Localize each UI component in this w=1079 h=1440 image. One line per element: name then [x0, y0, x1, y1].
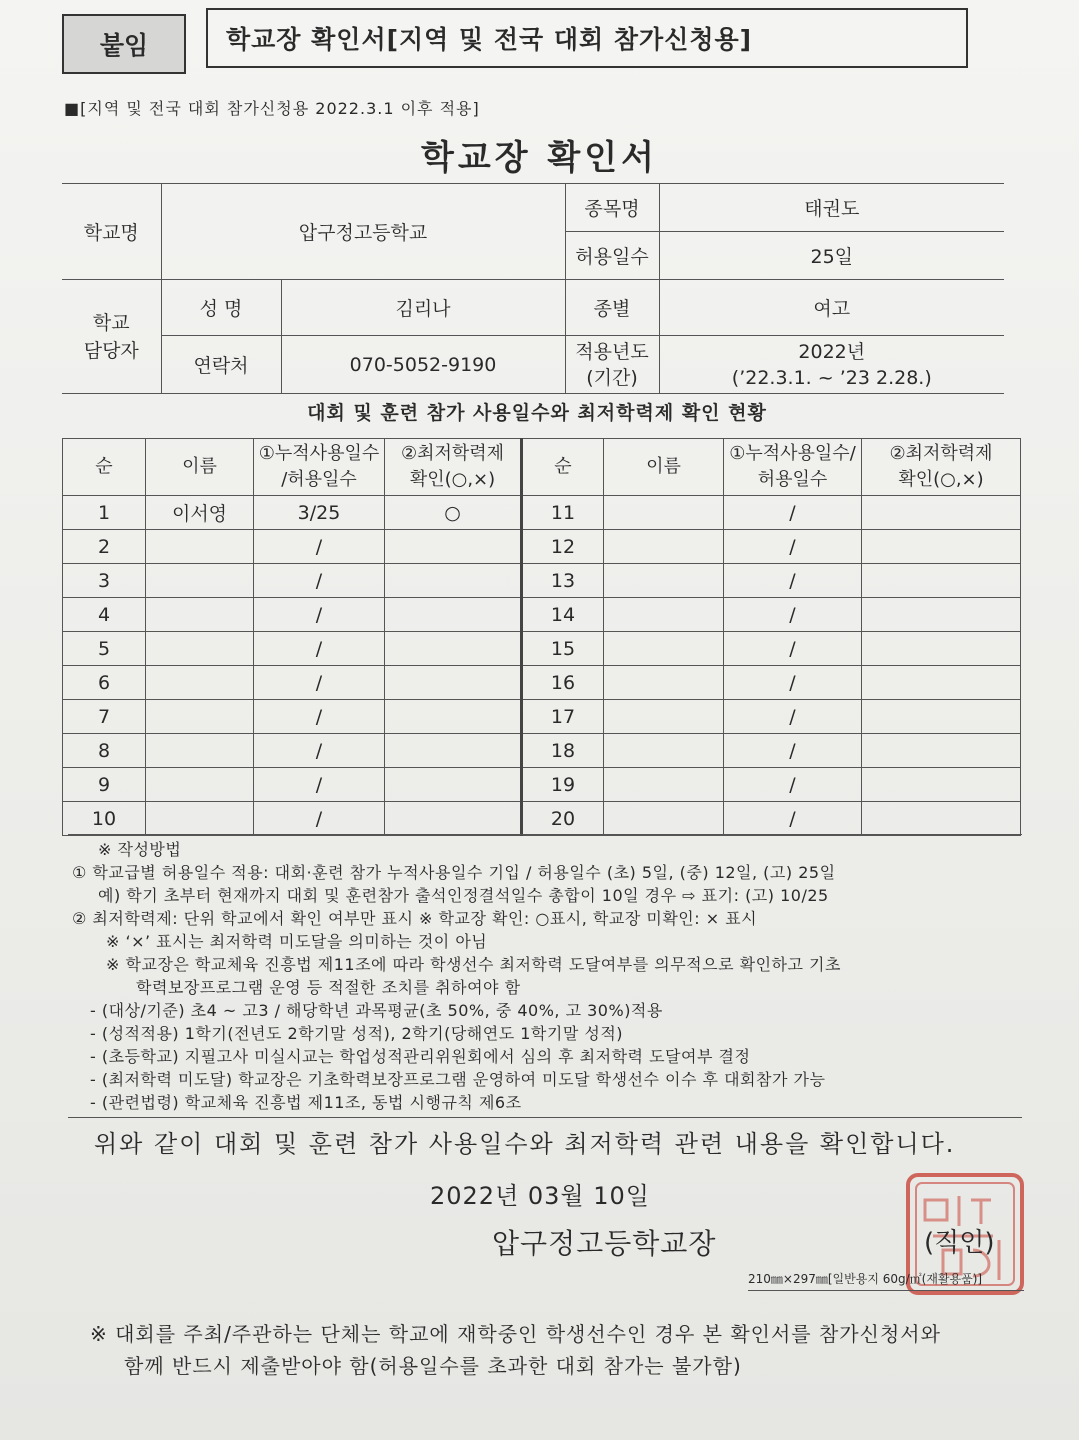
table-row — [63, 768, 1021, 802]
roster-title: 대회 및 훈련 참가 사용일수와 최저학력제 확인 현황 — [307, 402, 767, 424]
roster-no-cell: 11 — [522, 496, 604, 530]
roster-check-cell — [862, 700, 1021, 734]
roster-no-cell: 5 — [63, 632, 146, 666]
note-line: - (관련법령) 학교체육 진흥법 제11조, 동법 시행규칙 제6조 — [90, 1093, 522, 1112]
roster-no-cell: 19 — [522, 768, 604, 802]
footnote — [90, 1318, 941, 1382]
roster-name-cell — [146, 666, 254, 700]
note-line: ※ ‘×’ 표시는 최저학력 미도달을 의미하는 것이 아님 — [106, 932, 488, 951]
notes-bottom-rule — [68, 1117, 1022, 1118]
notes-top-rule — [68, 834, 1022, 835]
roster-name-cell — [604, 700, 724, 734]
applicability-note: ■[지역 및 전국 대회 참가신청용 2022.3.1 이후 적용] — [64, 99, 480, 118]
roster-days-cell: 3/25 — [254, 496, 385, 530]
roster-days-cell: / — [724, 768, 862, 802]
roster-name-cell — [146, 700, 254, 734]
manager-label: 학교 담당자 — [62, 280, 161, 394]
table-row — [63, 632, 1021, 666]
footnote-line: ※ 대회를 주최/주관하는 단체는 학교에 재학중인 학생선수인 경우 본 확인서를 참가신청서와 — [90, 1322, 941, 1346]
table-row — [63, 530, 1021, 564]
col-name-right: 이름 — [604, 439, 724, 496]
note-line: - (대상/기준) 초4 ~ 고3 / 해당학년 과목평균(초 50%, 중 40%, 고 30%)적용 — [90, 1001, 663, 1020]
roster-days-cell: / — [724, 632, 862, 666]
roster-no-cell: 9 — [63, 768, 146, 802]
school-info-table — [62, 183, 1004, 394]
year-cell — [659, 336, 1004, 394]
roster-days-cell: / — [724, 802, 862, 836]
roster-check-cell — [862, 496, 1021, 530]
notes-heading: ※ 작성방법 — [98, 840, 182, 859]
roster-no-cell: 12 — [522, 530, 604, 564]
name-label: 성 명 — [161, 280, 281, 336]
note-line: 예) 학기 초부터 현재까지 대회 및 훈련참가 출석인정결석일수 총합이 10일 경우 ⇨ 표기: (고) 10/25 — [98, 886, 829, 905]
roster-days-cell: / — [254, 802, 385, 836]
roster-name-cell — [146, 530, 254, 564]
roster-days-cell: / — [254, 564, 385, 598]
roster-no-cell: 15 — [522, 632, 604, 666]
page-title: 학교장 확인서 — [421, 138, 658, 178]
school-label: 학교명 — [62, 184, 161, 280]
roster-days-cell: / — [724, 598, 862, 632]
roster-check-cell — [385, 530, 522, 564]
roster-name-cell — [146, 564, 254, 598]
roster-no-cell: 4 — [63, 598, 146, 632]
roster-no-cell: 8 — [63, 734, 146, 768]
note-line: ① 학교급별 허용일수 적용: 대회·훈련 참가 누적사용일수 기입 / 허용일수 (초) 5일, (중) 12일, (고) 25일 — [72, 863, 836, 882]
roster-days-cell: / — [254, 768, 385, 802]
roster-name-cell — [146, 734, 254, 768]
roster-check-cell: ○ — [385, 496, 522, 530]
roster-no-cell: 16 — [522, 666, 604, 700]
roster-no-cell: 3 — [63, 564, 146, 598]
contact-label: 연락처 — [161, 336, 281, 394]
roster-name-cell — [604, 496, 724, 530]
school-value: 압구정고등학교 — [161, 184, 565, 280]
roster-check-cell — [385, 666, 522, 700]
roster-no-cell: 20 — [522, 802, 604, 836]
roster-name-cell — [604, 564, 724, 598]
roster-check-cell — [862, 530, 1021, 564]
roster-check-cell — [862, 802, 1021, 836]
roster-days-cell: / — [254, 700, 385, 734]
roster-days-cell: / — [724, 666, 862, 700]
roster-days-cell: / — [254, 632, 385, 666]
sport-label: 종목명 — [565, 184, 659, 232]
roster-check-cell — [862, 632, 1021, 666]
roster-check-cell — [385, 802, 522, 836]
roster-name-cell — [604, 768, 724, 802]
category-label: 종별 — [565, 280, 659, 336]
roster-check-cell — [385, 564, 522, 598]
roster-name-cell — [146, 632, 254, 666]
year-value: 2022년 — [798, 340, 866, 363]
table-row — [63, 802, 1021, 836]
roster-check-cell — [385, 700, 522, 734]
col-no-right: 순 — [522, 439, 604, 496]
roster-header-row — [63, 439, 1021, 496]
col-check: ②최저학력제 확인(○,×) — [385, 439, 522, 496]
col-check-right: ②최저학력제 확인(○,×) — [862, 439, 1021, 496]
col-no: 순 — [63, 439, 146, 496]
roster-no-cell: 10 — [63, 802, 146, 836]
col-days-right: ①누적사용일수/ 허용일수 — [724, 439, 862, 496]
roster-no-cell: 6 — [63, 666, 146, 700]
footnote-line: 함께 반드시 제출받아야 함(허용일수를 초과한 대회 참가는 불가함) — [124, 1354, 742, 1378]
principal-name: 압구정고등학교장 — [492, 1227, 717, 1260]
roster-no-cell: 7 — [63, 700, 146, 734]
roster-days-cell: / — [724, 496, 862, 530]
spec-rule — [748, 1290, 1024, 1291]
roster-name-cell — [604, 734, 724, 768]
table-row — [63, 496, 1021, 530]
roster-check-cell — [385, 734, 522, 768]
paper-spec: 210㎜×297㎜[일반용지 60g/㎡(재활용품)] — [748, 1272, 983, 1286]
category-value: 여고 — [659, 280, 1004, 336]
note-line: - (초등학교) 지필고사 미실시교는 학업성적관리위원회에서 심의 후 최저학력 도달여부 결정 — [90, 1047, 751, 1066]
roster-name-cell — [146, 768, 254, 802]
form-title: 학교장 확인서[지역 및 전국 대회 참가신청용] — [206, 8, 968, 68]
roster-check-cell — [862, 564, 1021, 598]
col-name: 이름 — [146, 439, 254, 496]
roster-name-cell — [604, 666, 724, 700]
roster-name-cell — [604, 598, 724, 632]
roster-name-cell — [146, 598, 254, 632]
sport-value: 태권도 — [659, 184, 1004, 232]
roster-days-cell: / — [724, 564, 862, 598]
roster-name-cell: 이서영 — [146, 496, 254, 530]
roster-days-cell: / — [254, 598, 385, 632]
roster-check-cell — [862, 734, 1021, 768]
roster-check-cell — [385, 598, 522, 632]
roster-no-cell: 18 — [522, 734, 604, 768]
roster-name-cell — [146, 802, 254, 836]
roster-days-cell: / — [254, 666, 385, 700]
roster-no-cell: 2 — [63, 530, 146, 564]
roster-check-cell — [385, 768, 522, 802]
note-line: - (최저학력 미도달) 학교장은 기초학력보장프로그램 운영하여 미도달 학생선수 이수 후 대회참가 가능 — [90, 1070, 826, 1089]
roster-days-cell: / — [724, 734, 862, 768]
name-value: 김리나 — [281, 280, 565, 336]
note-line: - (성적적용) 1학기(전년도 2학기말 성적), 2학기(당해연도 1학기말 성적) — [90, 1024, 624, 1043]
table-row — [63, 700, 1021, 734]
roster-name-cell — [604, 530, 724, 564]
table-row — [63, 564, 1021, 598]
table-row — [63, 598, 1021, 632]
table-row — [63, 734, 1021, 768]
year-label: 적용년도 (기간) — [565, 336, 659, 394]
note-line: 학력보장프로그램 운영 등 적절한 조치를 취하여야 함 — [136, 978, 521, 997]
roster-no-cell: 14 — [522, 598, 604, 632]
roster-check-cell — [862, 598, 1021, 632]
roster-days-cell: / — [724, 530, 862, 564]
note-line: ※ 학교장은 학교체육 진흥법 제11조에 따라 학생선수 최저학력 도달여부를 의무적으로 확인하고 기초 — [106, 955, 841, 974]
roster-check-cell — [862, 768, 1021, 802]
col-days: ①누적사용일수 /허용일수 — [254, 439, 385, 496]
confirmation-statement: 위와 같이 대회 및 훈련 참가 사용일수와 최저학력 관련 내용을 확인합니다. — [94, 1130, 956, 1158]
seal-label: (직인) — [924, 1228, 995, 1258]
allowed-days-label: 허용일수 — [565, 232, 659, 280]
roster-check-cell — [385, 632, 522, 666]
roster-name-cell — [604, 632, 724, 666]
roster-no-cell: 13 — [522, 564, 604, 598]
roster-table — [62, 438, 1021, 836]
note-line: ② 최저학력제: 단위 학교에서 확인 여부만 표시 ※ 학교장 확인: ○표시, 학교장 미확인: × 표시 — [72, 909, 758, 928]
contact-value: 070-5052-9190 — [281, 336, 565, 394]
roster-days-cell: / — [724, 700, 862, 734]
roster-no-cell: 17 — [522, 700, 604, 734]
roster-days-cell: / — [254, 734, 385, 768]
allowed-days-value: 25일 — [659, 232, 1004, 280]
table-row — [63, 666, 1021, 700]
period-value: (’22.3.1. ~ ’23 2.28.) — [731, 366, 932, 389]
roster-days-cell: / — [254, 530, 385, 564]
confirmation-date: 2022년 03월 10일 — [430, 1182, 650, 1210]
instructions — [72, 838, 1032, 1114]
roster-no-cell: 1 — [63, 496, 146, 530]
roster-name-cell — [604, 802, 724, 836]
roster-check-cell — [862, 666, 1021, 700]
attachment-label: 붙임 — [62, 14, 186, 74]
